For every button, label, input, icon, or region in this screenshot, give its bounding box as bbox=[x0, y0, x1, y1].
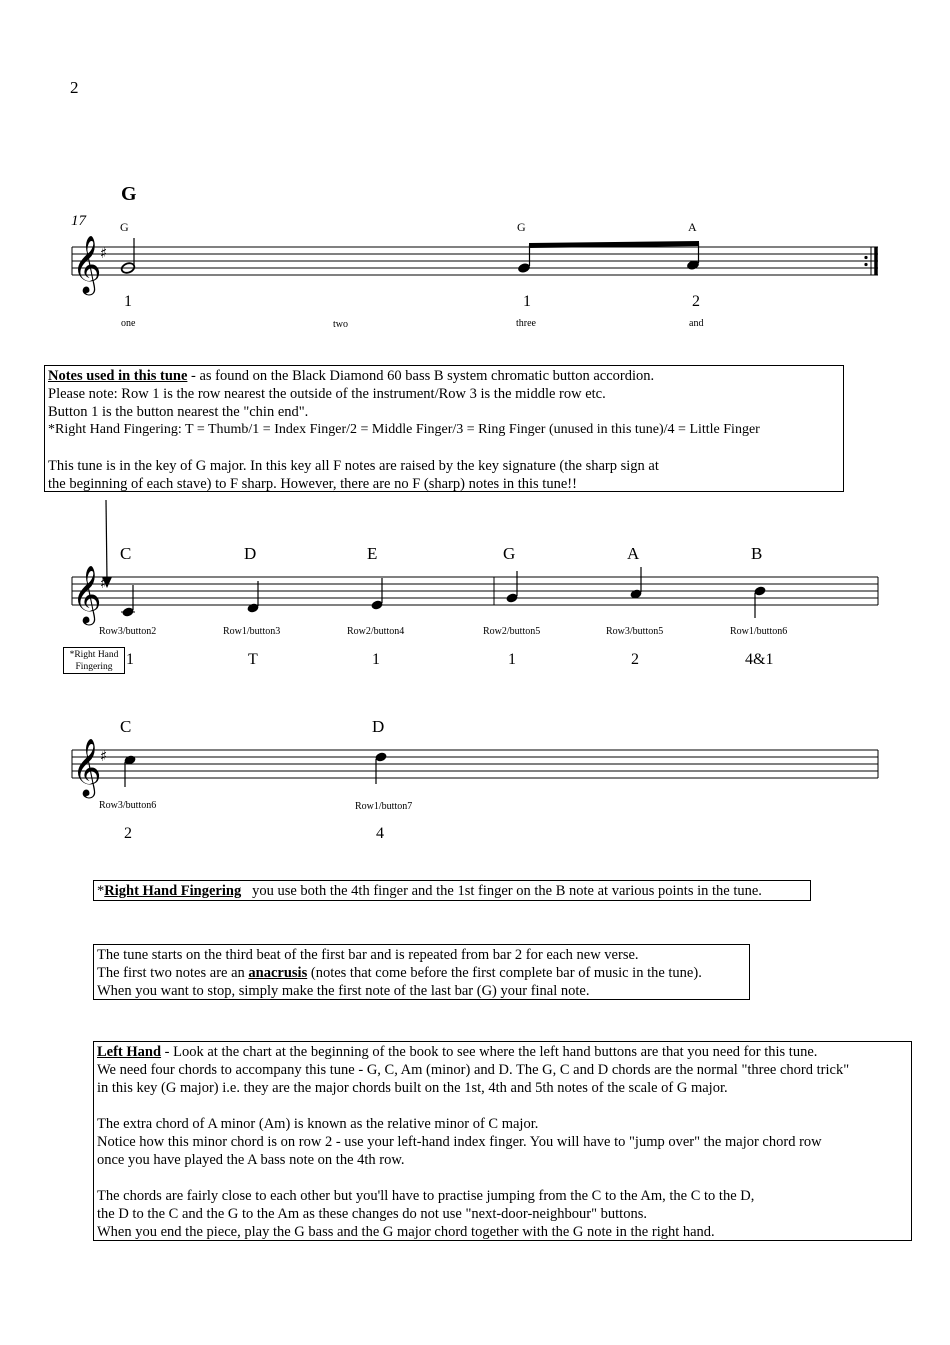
rhf-label: Fingering bbox=[75, 662, 113, 672]
left-hand-line: the D to the C and the G to the Am as these changes do not use "next-door-neighbour" buttons. bbox=[97, 1206, 647, 1222]
button-label: Row3/button5 bbox=[606, 626, 664, 637]
notes-used-box bbox=[44, 365, 844, 492]
note-a-1 bbox=[629, 567, 642, 600]
left-hand-line: once you have played the A bass note on the 4th row. bbox=[97, 1152, 405, 1168]
rhf-star: * bbox=[97, 883, 105, 899]
notes-used-line: Button 1 is the button nearest the "chin end". bbox=[48, 404, 309, 420]
left-hand-intro: - Look at the chart at the beginning of the book to see where the left hand buttons are that you need for this tune. bbox=[161, 1044, 818, 1060]
chord-label: G bbox=[120, 220, 129, 234]
notes-used-line: Please note: Row 1 is the row nearest the outside of the instrument/Row 3 is the middle row etc. bbox=[48, 386, 606, 402]
tune-start-line: The tune starts on the third beat of the first bar and is repeated from bar 2 for each new verse. bbox=[97, 947, 639, 963]
notes-used-line: the beginning of each stave) to F sharp. However, there are no F (sharp) notes in this tune!! bbox=[48, 476, 577, 492]
finger-number: 4&1 bbox=[745, 651, 774, 668]
count-label: three bbox=[516, 318, 536, 329]
finger-number: 4 bbox=[376, 825, 384, 842]
left-hand-line: in this key (G major) i.e. they are the major chords built on the 1st, 4th and 5th notes of the scale of G major. bbox=[97, 1080, 728, 1096]
staff-3 bbox=[72, 750, 878, 778]
finger-number: 1 bbox=[126, 651, 134, 668]
left-hand-line: When you end the piece, play the G bass and the G major chord together with the G note in the right hand. bbox=[97, 1224, 715, 1240]
note-name: E bbox=[367, 544, 378, 563]
anacrusis-pre: The first two notes are an bbox=[97, 965, 249, 981]
half-note-g bbox=[120, 238, 135, 274]
button-label: Row1/button7 bbox=[355, 801, 413, 812]
treble-clef-icon: 𝄞 bbox=[72, 565, 102, 623]
count-label: two bbox=[333, 319, 348, 330]
button-label: Row3/button6 bbox=[99, 800, 157, 811]
rhf-note-box bbox=[93, 880, 811, 901]
tune-start-line: When you want to stop, simply make the first note of the last bar (G) your final note. bbox=[97, 983, 590, 999]
sharp-icon: ♯ bbox=[100, 747, 108, 765]
treble-clef-icon: 𝄞 bbox=[72, 235, 102, 293]
note-c-1 bbox=[121, 585, 135, 618]
notes-used-line: This tune is in the key of G major. In this key all F notes are raised by the key signature (the sharp sign at bbox=[48, 458, 659, 474]
eighth-notes-beamed bbox=[517, 241, 700, 274]
bar-number: 17 bbox=[71, 213, 86, 229]
note-b-1 bbox=[753, 585, 766, 618]
finger-number: 2 bbox=[692, 293, 700, 310]
treble-clef-icon: 𝄞 bbox=[72, 738, 102, 796]
anacrusis-post: (notes that come before the first complete bar of music in the tune). bbox=[307, 965, 702, 981]
button-label: Row1/button6 bbox=[730, 626, 788, 637]
button-label: Row2/button4 bbox=[347, 626, 405, 637]
note-name: C bbox=[120, 717, 132, 736]
finger-number: 1 bbox=[523, 293, 531, 310]
notes-used-line: *Right Hand Fingering: T = Thumb/1 = Index Finger/2 = Middle Finger/3 = Ring Finger (unused in this tune)/4 = Little Finger bbox=[48, 422, 760, 437]
sharp-icon: ♯ bbox=[100, 574, 108, 592]
note-name: B bbox=[751, 544, 763, 563]
left-hand-line: The chords are fairly close to each other but you'll have to practise jumping from the C to the Am, the C to the D, bbox=[97, 1188, 755, 1204]
left-hand-line: The extra chord of A minor (Am) is known as the relative minor of C major. bbox=[97, 1116, 539, 1132]
anacrusis-term: anacrusis bbox=[248, 965, 308, 981]
note-e-1 bbox=[370, 578, 383, 611]
finger-number: 2 bbox=[124, 825, 132, 842]
finger-number: 2 bbox=[631, 651, 639, 668]
finger-number: 1 bbox=[124, 293, 132, 310]
notes-used-title: Notes used in this tune bbox=[48, 368, 188, 384]
left-hand-line: Notice how this minor chord is on row 2 - use your left-hand index finger. You will have to "jump over" the major chord row bbox=[97, 1134, 822, 1150]
button-label: Row1/button3 bbox=[223, 626, 281, 637]
chord-label: A bbox=[688, 220, 697, 234]
section-chord-label: G bbox=[121, 183, 137, 205]
note-name: C bbox=[120, 544, 132, 563]
tune-start-box bbox=[93, 944, 750, 1000]
rhf-note-text: you use both the 4th finger and the 1st finger on the B note at various points in the tune. bbox=[241, 883, 762, 899]
note-name: G bbox=[503, 544, 516, 563]
notes-used-intro: - as found on the Black Diamond 60 bass B system chromatic button accordion. bbox=[187, 368, 655, 384]
note-name: D bbox=[372, 717, 385, 736]
count-label: one bbox=[121, 318, 136, 329]
rhf-title: Right Hand Fingering bbox=[104, 883, 242, 899]
staff-1 bbox=[72, 247, 878, 275]
note-name: A bbox=[627, 544, 640, 563]
button-label: Row2/button5 bbox=[483, 626, 541, 637]
finger-number: 1 bbox=[508, 651, 516, 668]
note-d-1 bbox=[246, 581, 259, 614]
rhf-label-box bbox=[63, 647, 125, 674]
note-name: D bbox=[244, 544, 257, 563]
sharp-icon: ♯ bbox=[100, 244, 108, 262]
left-hand-line: We need four chords to accompany this tune - G, C, Am (minor) and D. The G, C and D chords are the normal "three chord trick" bbox=[97, 1062, 850, 1078]
left-hand-box bbox=[93, 1041, 912, 1241]
note-d-2 bbox=[374, 751, 387, 784]
button-label: Row3/button2 bbox=[99, 626, 157, 637]
finger-number: T bbox=[248, 651, 258, 668]
rhf-label: *Right Hand bbox=[69, 650, 119, 660]
finger-number: 1 bbox=[372, 651, 380, 668]
chord-label: G bbox=[517, 220, 526, 234]
left-hand-title: Left Hand bbox=[97, 1044, 162, 1060]
note-g-1 bbox=[505, 571, 518, 604]
page-number: 2 bbox=[70, 78, 79, 97]
count-label: and bbox=[689, 318, 704, 329]
